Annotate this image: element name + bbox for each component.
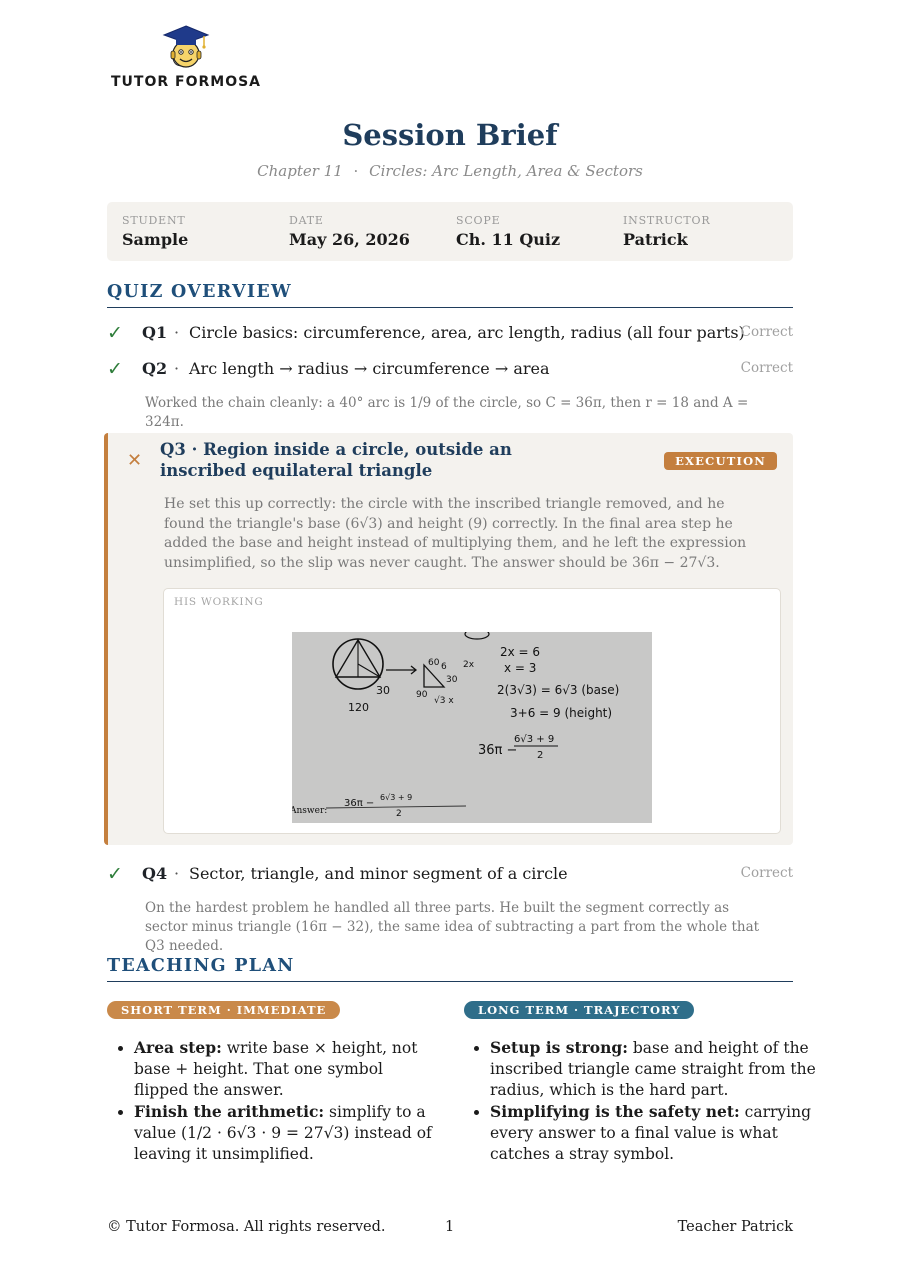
subtitle-separator: · <box>353 162 359 180</box>
hw-answer-value: 36π − <box>344 798 375 809</box>
question-text: Arc length → radius → circumference → area <box>189 359 550 378</box>
list-item <box>134 1037 439 1101</box>
checkmark-icon: ✓ <box>107 322 123 344</box>
footer-teacher: Teacher Patrick <box>677 1219 793 1235</box>
long-term-list <box>464 1037 818 1165</box>
short-term-pill: SHORT TERM · IMMEDIATE <box>107 1001 340 1019</box>
student-working-panel <box>163 588 781 834</box>
hw-answer-denominator: 2 <box>396 809 402 819</box>
topic-label: Circles: Arc Length, Area & Sectors <box>369 162 643 180</box>
question-separator: · <box>174 323 180 342</box>
hw-line-2: x = 3 <box>504 661 537 675</box>
question-status: Correct <box>740 324 793 340</box>
question-separator: · <box>174 359 180 378</box>
hw-answer-numerator: 6√3 + 9 <box>380 793 413 802</box>
question-text: Sector, triangle, and minor segment of a circle <box>189 864 568 883</box>
meta-label: DATE <box>289 214 324 227</box>
hw-side-6: 6 <box>441 662 447 672</box>
page-subtitle <box>0 162 900 180</box>
footer-page-number: 1 <box>445 1219 455 1235</box>
question-row-q1 <box>107 322 793 346</box>
checkmark-icon: ✓ <box>107 358 123 380</box>
handwriting-sketch <box>292 632 652 823</box>
item-text: write base × height, not base + height. That one symbol flipped the answer. <box>134 1039 418 1099</box>
meta-scope <box>456 214 560 249</box>
item-text: base and height of the inscribed triangle came straight from the radius, which is the hard part. <box>490 1039 816 1099</box>
hw-angle-30b: 30 <box>446 675 458 685</box>
item-lead: Simplifying is the safety net: <box>490 1102 740 1121</box>
short-term-list <box>108 1037 439 1165</box>
handwritten-work-photo <box>292 632 652 823</box>
question-number: Q1 <box>142 323 168 342</box>
graduate-mascot-icon <box>160 24 212 70</box>
item-lead: Setup is strong: <box>490 1038 628 1057</box>
question-title-q3: Q3 · Region inside a circle, outside an inscribed equilateral triangle <box>160 440 512 480</box>
hw-answer-label: Answer: <box>292 806 328 816</box>
meta-label: SCOPE <box>456 214 501 227</box>
question-row-q4 <box>107 863 793 887</box>
question-note-q4: On the hardest problem he handled all three parts. He built the segment correctly as sector minus triangle (16π − 32), the same idea of subtracting a part from the whole that Q3 needed. <box>145 900 760 954</box>
session-meta-box <box>107 202 793 261</box>
item-lead: Area step: <box>134 1038 222 1057</box>
hw-line-1: 2x = 6 <box>500 645 541 659</box>
question-row-q2 <box>107 358 793 382</box>
meta-value: Ch. 11 Quiz <box>456 230 561 249</box>
question-explanation-q3: He set this up correctly: the circle with the inscribed triangle removed, and he found the triangle's base (6√3) and height (9) correctly. In the final area step he added the base and height instead of multiplying them, and he left the expression unsimplified, so the slip was never caught. The answer should be 36π − 27√3. <box>164 496 747 571</box>
hw-line-3: 2(3√3) = 6√3 (base) <box>497 683 620 697</box>
hw-line-4: 3+6 = 9 (height) <box>510 706 613 720</box>
question-status: Correct <box>740 865 793 881</box>
question-number: Q4 <box>142 864 168 883</box>
chapter-label: Chapter 11 <box>257 162 343 180</box>
meta-date <box>289 214 410 249</box>
quiz-overview-heading: QUIZ OVERVIEW <box>107 282 793 308</box>
working-label: HIS WORKING <box>174 596 264 608</box>
question-card-q3 <box>104 433 793 845</box>
error-type-badge: EXECUTION <box>664 452 777 470</box>
teaching-plan-heading: TEACHING PLAN <box>107 956 793 982</box>
question-note-q2: Worked the chain cleanly: a 40° arc is 1/9 of the circle, so C = 36π, then r = 18 and A = 324π. <box>145 395 749 430</box>
hw-angle-60: 60 <box>428 658 440 668</box>
cross-icon: ✕ <box>127 450 143 471</box>
list-item <box>134 1101 439 1165</box>
question-separator: · <box>174 864 180 883</box>
hw-side-r3x: √3 x <box>434 696 454 706</box>
meta-value: Patrick <box>623 230 688 249</box>
list-item <box>490 1101 818 1165</box>
footer-copyright: © Tutor Formosa. All rights reserved. <box>107 1219 386 1235</box>
meta-label: STUDENT <box>122 214 186 227</box>
meta-label: INSTRUCTOR <box>623 214 711 227</box>
item-text: carrying every answer to a final value is what catches a stray symbol. <box>490 1103 812 1163</box>
meta-value: May 26, 2026 <box>289 230 410 249</box>
hw-line-5-denominator: 2 <box>537 750 544 761</box>
list-item <box>490 1037 818 1101</box>
page-title: Session Brief <box>342 118 558 152</box>
meta-instructor <box>623 214 710 249</box>
hw-line-5: 36π − <box>478 743 518 758</box>
hw-angle-120: 120 <box>348 701 369 714</box>
meta-value: Sample <box>122 230 189 249</box>
item-lead: Finish the arithmetic: <box>134 1102 325 1121</box>
hw-angle-30a: 30 <box>376 684 390 697</box>
brand-logo <box>108 24 268 94</box>
hw-side-2x: 2x <box>463 660 475 670</box>
hw-line-5-numerator: 6√3 + 9 <box>514 734 555 745</box>
question-text: Circle basics: circumference, area, arc length, radius (all four parts) <box>189 323 745 342</box>
question-number: Q2 <box>142 359 168 378</box>
meta-student <box>122 214 188 249</box>
hw-angle-90: 90 <box>416 690 428 700</box>
item-text: simplify to a value (1/2 · 6√3 · 9 = 27√3) instead of leaving it unsimplified. <box>134 1103 432 1163</box>
question-status: Correct <box>740 360 793 376</box>
checkmark-icon: ✓ <box>107 863 123 885</box>
long-term-pill: LONG TERM · TRAJECTORY <box>464 1001 694 1019</box>
brand-name: TUTOR FORMOSA <box>111 74 262 90</box>
